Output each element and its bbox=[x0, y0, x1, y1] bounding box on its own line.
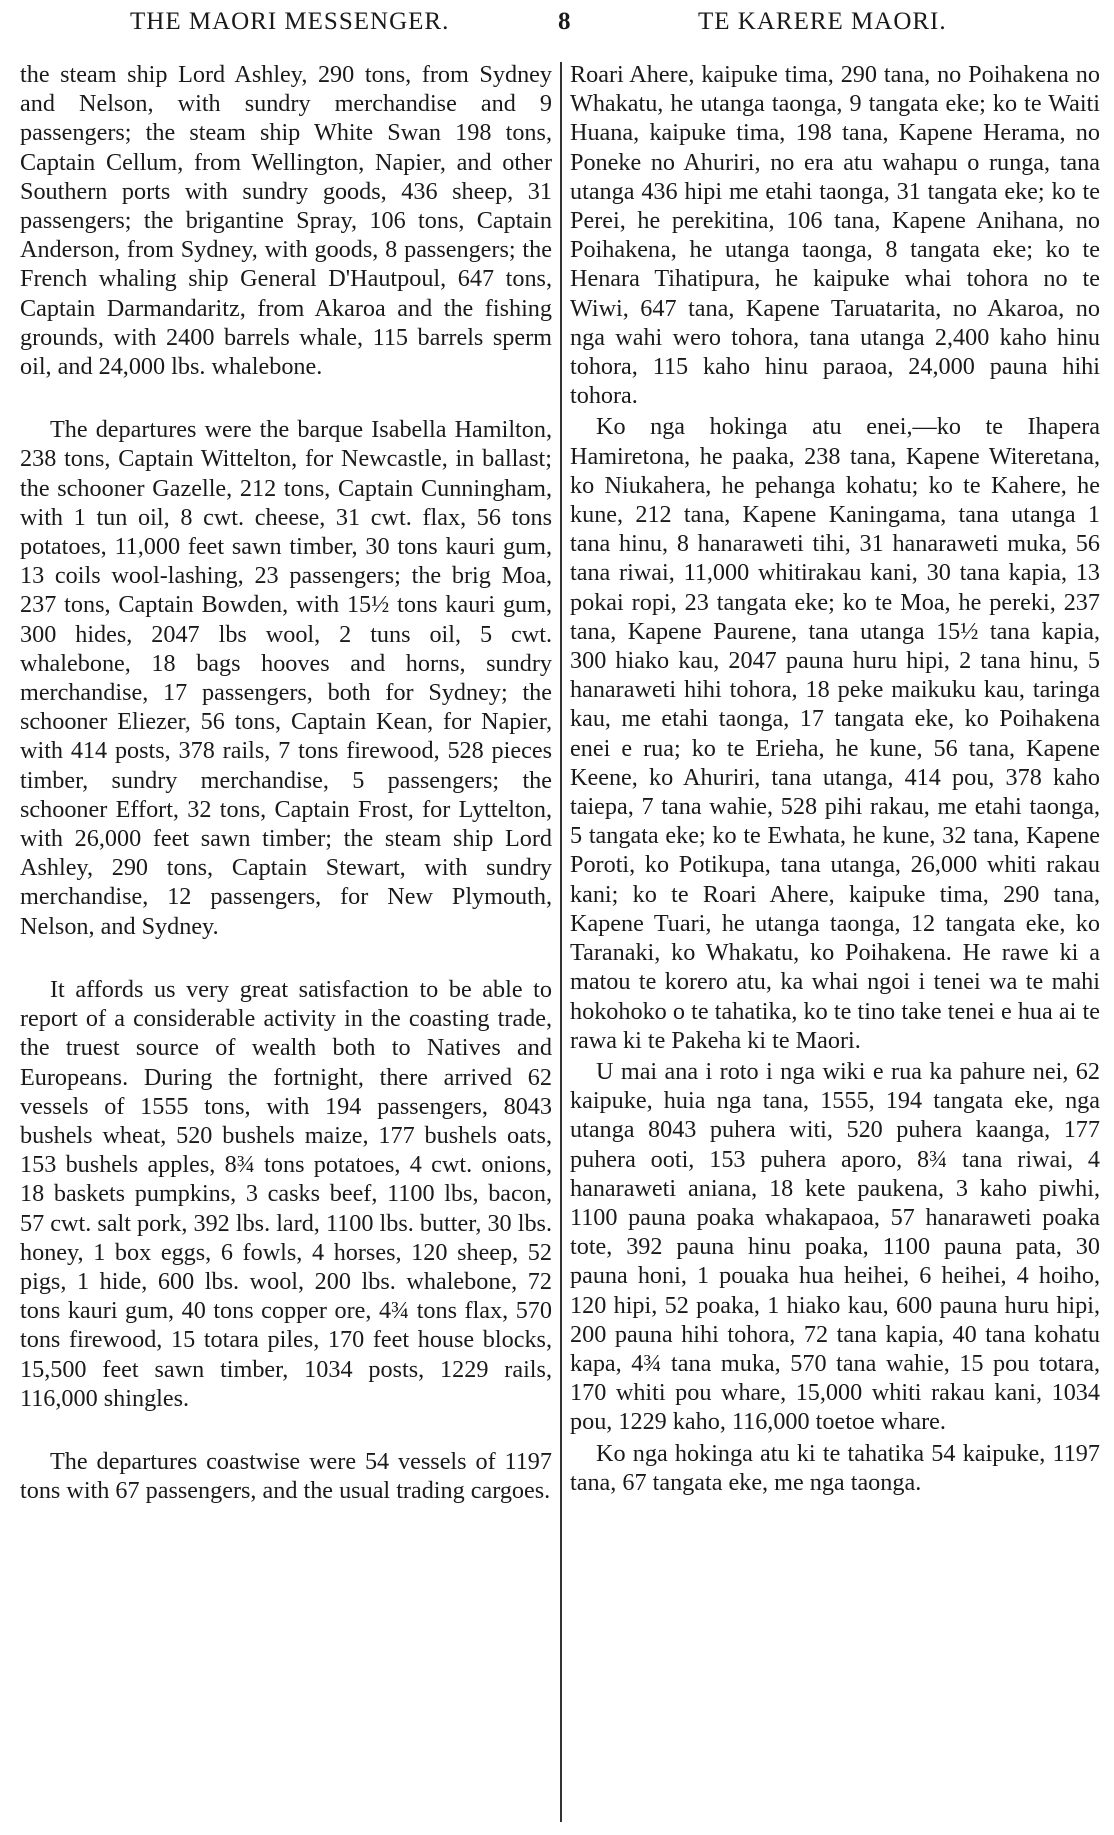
maori-paragraph-coastwise-departures: Ko nga hokinga atu ki te tahatika 54 kaipuke, 1197 tana, 67 tangata eke, me nga taonga. bbox=[570, 1439, 1100, 1496]
english-column bbox=[20, 60, 552, 1835]
maori-paragraph-arrivals: Roari Ahere, kaipuke tima, 290 tana, no Poihakena no Whakatu, he utanga taonga, 9 tangata eke; ko te Waiti Huana, kaipuke tima, 198 tana, Kapene Herama, no Poneke no Ahuriri, no era atu wahapu o runga, tana utanga 436 hipi me etahi taonga, 31 tangata eke; ko te Perei, he perekitina, 106 tana, Kapene Anihana, no Poihakena, he utanga taonga, 8 tangata eke; ko te Henara Tihatipura, he kaipuke whai tohora no te Wiwi, 647 tana, Kapene Taruatarita, no Akaroa, no nga wahi wero tohora, tana utanga 2,400 kaho hinu tohora, 115 kaho hinu paraoa, 24,000 pauna hihi tohora. bbox=[570, 61, 1100, 410]
maori-paragraph-departures: Ko nga hokinga atu enei,—ko te Ihapera Hamiretona, he paaka, 238 tana, Kapene Witeretana, ko Niukahera, he pehanga kohatu; ko te Kahere, he kune, 212 tana, Kapene Kaningama, tana utanga 1 tana hinu, 8 hanaraweti tihi, 31 hanaraweti muka, 56 tana riwai, 11,000 whitirakau kani, 30 tana kapia, 13 pokai ropi, 23 tangata eke; ko te Moa, he pereki, 237 tana, Kapene Paurene, tana utanga 15½ tana kapia, 300 hiako kau, 2047 pauna huru hipi, 2 tana hinu, 5 hanaraweti hihi tohora, 18 peke maikuku kau, taringa kau, me etahi taonga, 17 tangata eke, ko Poihakena enei e rua; ko te Erieha, he kune, 56 tana, Kapene Keene, ko Ahuriri, tana utanga, 414 pou, 378 kaho taiepa, 7 tana wahie, 528 pihi rakau, me etahi taonga, 5 tangata eke; ko te Ewhata, he kune, 32 tana, Kapene Poroti, ko Potikupa, tana utanga, 26,000 whiti rakau kani; ko te Roari Ahere, kaipuke tima, 290 tana, Kapene Tuari, he utanga taonga, 12 tangata eke, ko Taranaki, ko Whakatu, ko Poihakena. He rawe ki a matou te korero atu, ka whai ngoi i tenei wa te mahi hokohoko o te tahatika, ko te tino take tenei e hua ai te rawa ki te Pakeha ki te Maori. bbox=[570, 413, 1100, 1054]
english-paragraph-departures: The departures were the barque Isabella Hamilton, 238 tons, Captain Wittelton, for Newcastle, in ballast; the schooner Gazelle, 212 tons, Captain Cunningham, with 1 tun oil, 8 cwt. cheese, 31 cwt. flax, 56 tons potatoes, 11,000 feet sawn timber, 30 tons kauri gum, 13 coils wool-lashing, 23 passengers; the brig Moa, 237 tons, Captain Bowden, with 15½ tons kauri gum, 300 hides, 2047 lbs wool, 2 tuns oil, 5 cwt. whalebone, 18 bags hooves and horns, sundry merchandise, 17 passengers, both for Sydney; the schooner Eliezer, 56 tons, Captain Kean, for Napier, with 414 posts, 378 rails, 7 tons firewood, 528 pieces timber, sundry merchandise, 5 passengers; the schooner Effort, 32 tons, Captain Frost, for Lyttelton, with 26,000 feet sawn timber; the steam ship Lord Ashley, 290 tons, Captain Stewart, with sundry merchandise, 12 passengers, for New Plymouth, Nelson, and Sydney. bbox=[20, 416, 552, 940]
page-header bbox=[0, 0, 1114, 52]
english-paragraph-coasting-trade: It affords us very great satisfaction to be able to report of a considerable activity in the coasting trade, the truest source of wealth both to Natives and Europeans. During the fortnight, there arrived 62 vessels of 1555 tons, with 194 passengers, 8043 bushels wheat, 520 bushels maize, 177 bushels oats, 153 bushels apples, 8¾ tons potatoes, 4 cwt. onions, 18 baskets pumpkins, 3 casks beef, 1100 lbs, bacon, 57 cwt. salt pork, 392 lbs. lard, 1100 lbs. butter, 30 lbs. honey, 1 box eggs, 6 fowls, 4 horses, 120 sheep, 52 pigs, 1 hide, 600 lbs. wool, 200 lbs. whalebone, 72 tons kauri gum, 40 tons copper ore, 4¾ tons flax, 570 tons firewood, 15 totara piles, 170 feet house blocks, 15,500 feet sawn timber, 1034 posts, 1229 rails, 116,000 shingles. bbox=[20, 975, 552, 1412]
english-masthead: THE MAORI MESSENGER. bbox=[130, 8, 450, 35]
maori-column bbox=[570, 60, 1100, 1835]
page-number: 8 bbox=[558, 8, 572, 35]
maori-masthead: TE KARERE MAORI. bbox=[698, 8, 947, 35]
maori-paragraph-coasting-trade: U mai ana i roto i nga wiki e rua ka pahure nei, 62 kaipuke, huia nga tana, 1555, 194 tangata eke, nga utanga 8043 puhera witi, 520 puhera kaanga, 177 puhera ooti, 153 puhera aporo, 8¾ tana riwai, 4 hanaraweti aniana, 18 kete paukena, 3 kaho piwhi, 1100 pauna poaka whakapaoa, 57 hanaraweti poaka tote, 392 pauna hinu poaka, 1100 pauna pata, 30 pauna honi, 1 pouaka hua heihei, 6 heihei, 4 hoiho, 120 hipi, 52 poaka, 1 hiako kau, 600 pauna huru hipi, 200 pauna hihi tohora, 72 tana kapia, 40 tana kohatu kapa, 4¾ tana muka, 570 tana wahie, 15 pou totara, 170 whiti pou whare, 15,000 whiti rakau kani, 1034 pou, 1229 kaho, 116,000 toetoe whare. bbox=[570, 1057, 1100, 1436]
english-paragraph-arrivals: the steam ship Lord Ashley, 290 tons, from Sydney and Nelson, with sundry merchandise and 9 passengers; the steam ship White Swan 198 tons, Captain Cellum, from Wellington, Napier, and other Southern ports with sundry goods, 436 sheep, 31 passengers; the brigantine Spray, 106 tons, Captain Anderson, from Sydney, with goods, 8 passengers; the French whaling ship General D'Hautpoul, 647 tons, Captain Darmandaritz, from Akaroa and the fishing grounds, with 2400 barrels whale, 115 barrels sperm oil, and 24,000 lbs. whalebone. bbox=[20, 61, 552, 381]
english-paragraph-coastwise-departures: The departures coastwise were 54 vessels of 1197 tons with 67 passengers, and the usual trading cargoes. bbox=[20, 1447, 552, 1505]
column-divider bbox=[560, 62, 562, 1822]
